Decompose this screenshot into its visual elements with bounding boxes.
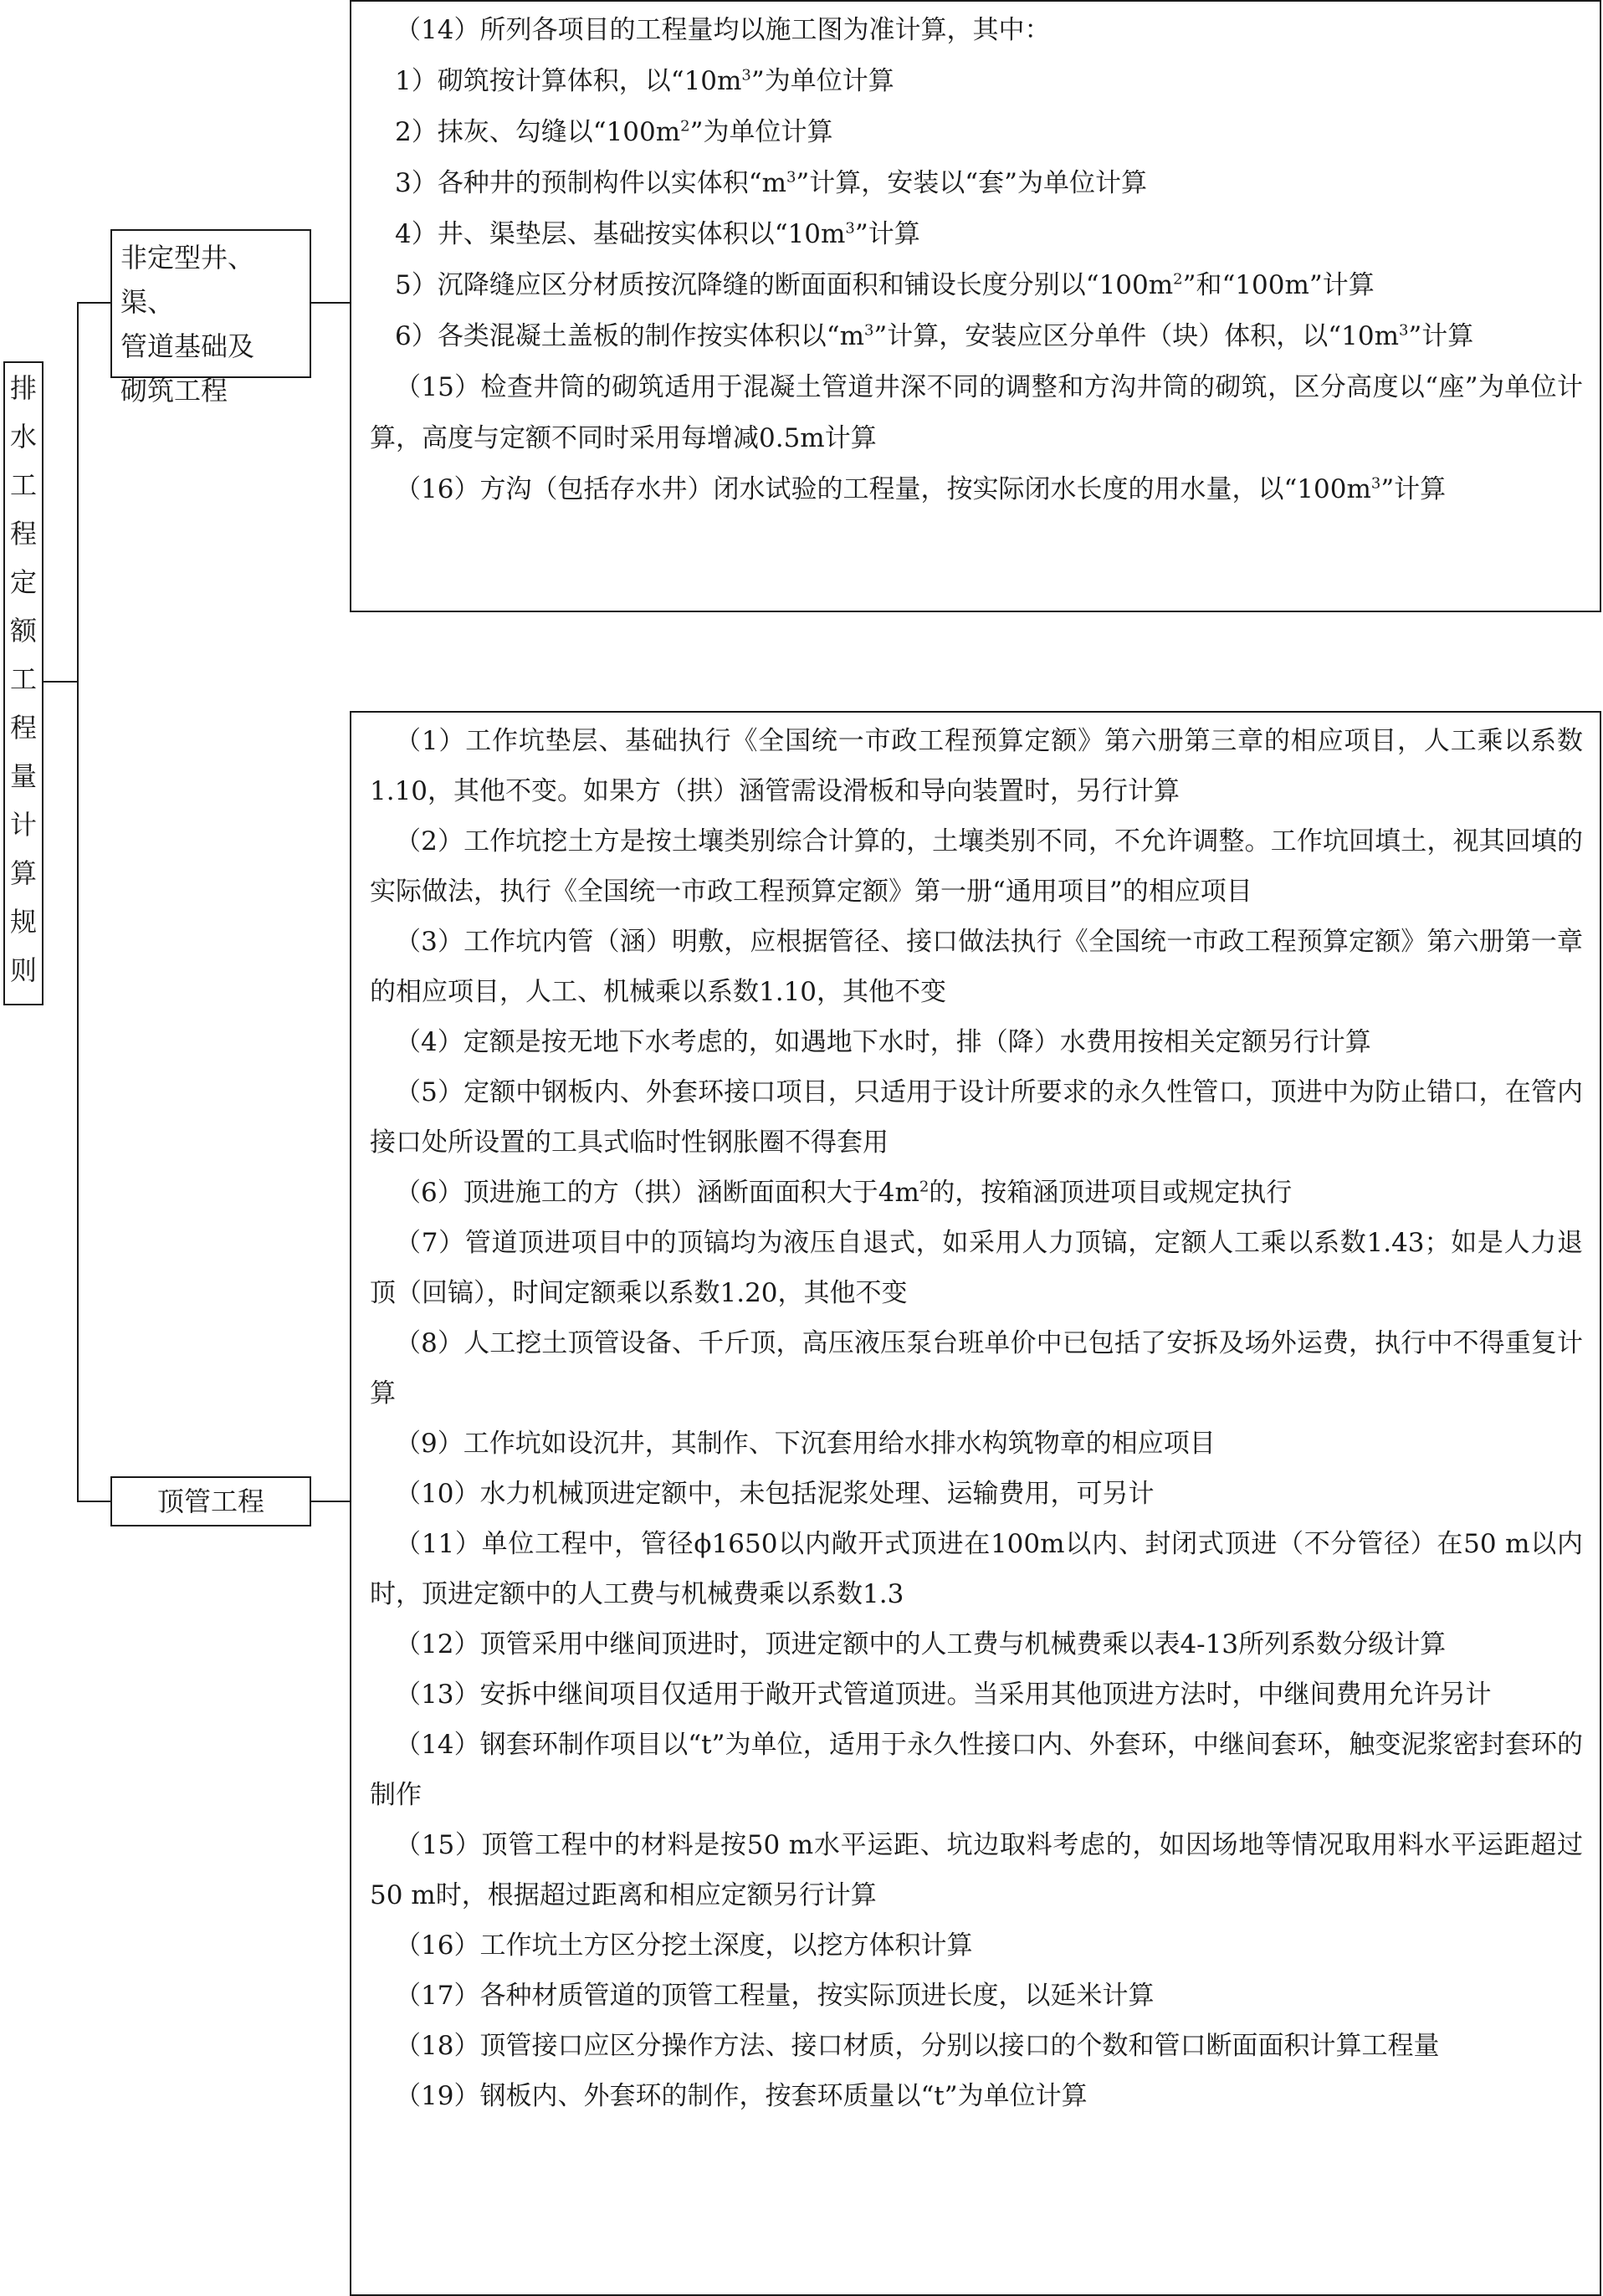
rule-item: 2）抹灰、勾缝以“$100m^2$”为单位计算 xyxy=(395,117,833,147)
rule-item: 1）砌筑按计算体积，以“$10m^3$”为单位计算 xyxy=(395,66,894,96)
rule-item: （14）钢套环制作项目以“t”为单位，适用于永久性接口内、外套环，中继间套环，触变泥浆密封套环的制作 xyxy=(370,1730,1583,1810)
category-box-nonstandard-wells xyxy=(110,229,311,407)
connector-to-category-2 xyxy=(77,1501,110,1502)
rule-item: （15）顶管工程中的材料是按50 m水平运距、坑边取料考虑的，如因场地等情况取用料水平运距超过50 m时，根据超过距离和相应定额另行计算 xyxy=(370,1830,1583,1910)
connector-category-2-to-panel xyxy=(311,1501,350,1502)
rule-item: （18）顶管接口应区分操作方法、接口材质，分别以接口的个数和管口断面面积计算工程量 xyxy=(395,2031,1440,2061)
rule-item: （5）定额中钢板内、外套环接口项目，只适用于设计所要求的永久性管口，顶进中为防止错口，在管内接口处所设置的工具式临时性钢胀圈不得套用 xyxy=(370,1077,1583,1158)
connector-category-1-to-panel xyxy=(311,302,350,304)
root-title-char: 量 xyxy=(9,760,37,792)
root-title-char: 则 xyxy=(9,954,37,986)
rule-item: （9）工作坑如设沉井，其制作、下沉套用给水排水构筑物章的相应项目 xyxy=(395,1429,1216,1459)
rule-item: 5）沉降缝应区分材质按沉降缝的断面面积和铺设长度分别以“$100m^2$”和“100m”计算 xyxy=(395,270,1375,300)
root-title-char: 计 xyxy=(9,809,37,841)
rule-item: （13）安拆中继间项目仅适用于敞开式管道顶进。当采用其他顶进方法时，中继间费用允许另计 xyxy=(395,1680,1492,1710)
rule-item: （12）顶管采用中继间顶进时，顶进定额中的人工费与机械费乘以表4-13所列系数分级计算 xyxy=(395,1629,1447,1659)
rule-item: （7）管道顶进项目中的顶镐均为液压自退式，如采用人力顶镐，定额人工乘以系数1.43；如是人力退顶（回镐），时间定额乘以系数1.20，其他不变 xyxy=(370,1228,1583,1308)
rule-item: （17）各种材质管道的顶管工程量，按实际顶进长度，以延米计算 xyxy=(395,1981,1155,2011)
rule-item: （19）钢板内、外套环的制作，按套环质量以“t”为单位计算 xyxy=(395,2081,1088,2111)
rule-item: （11）单位工程中，管径ϕ1650以内敞开式顶进在100m以内、封闭式顶进（不分管径）在50 m以内时，顶进定额中的人工费与机械费乘以系数1.3 xyxy=(370,1529,1583,1609)
connector-root-trunk xyxy=(44,681,79,683)
rule-item: （16）方沟（包括存水井）闭水试验的工程量，按实际闭水长度的用水量，以“$100m^3$”计算 xyxy=(395,474,1447,504)
category-label: 顶管工程 xyxy=(156,1485,264,1517)
root-title-box xyxy=(3,361,44,1005)
rule-item: （10）水力机械顶进定额中，未包括泥浆处理、运输费用，可另计 xyxy=(395,1479,1155,1509)
root-title-char: 额 xyxy=(9,615,37,647)
rule-item: （1）工作坑垫层、基础执行《全国统一市政工程预算定额》第六册第三章的相应项目，人工乘以系数1.10，其他不变。如果方（拱）涵管需设滑板和导向装置时，另行计算 xyxy=(370,726,1583,806)
category-label xyxy=(120,236,305,413)
root-title-char: 工 xyxy=(9,663,37,695)
connector-to-category-1 xyxy=(77,302,110,304)
rule-item: （2）工作坑挖土方是按土壤类别综合计算的，土壤类别不同，不允许调整。工作坑回填土，视其回填的实际做法，执行《全国统一市政工程预算定额》第一册“通用项目”的相应项目 xyxy=(370,826,1583,907)
root-title-char: 算 xyxy=(9,857,37,889)
root-title-char: 程 xyxy=(9,518,37,550)
root-title-char: 规 xyxy=(9,906,37,938)
rule-item: （4）定额是按无地下水考虑的，如遇地下水时，排（降）水费用按相关定额另行计算 xyxy=(395,1027,1371,1057)
root-title-char: 工 xyxy=(9,469,37,501)
rule-item: 3）各种井的预制构件以实体积“$m^3$”计算，安装以“套”为单位计算 xyxy=(395,168,1147,198)
rule-item: （14）所列各项目的工程量均以施工图为准计算，其中： xyxy=(395,15,1051,45)
rule-item: （8）人工挖土顶管设备、千斤顶，高压液压泵台班单价中已包括了安拆及场外运费，执行中不得重复计算 xyxy=(370,1328,1583,1409)
connector-vertical-trunk xyxy=(77,302,79,1501)
rule-item: （15）检查井筒的砌筑适用于混凝土管道井深不同的调整和方沟井筒的砌筑，区分高度以“座”为单位计算，高度与定额不同时采用每增减0.5m计算 xyxy=(370,372,1583,453)
rule-item: （3）工作坑内管（涵）明敷，应根据管径、接口做法执行《全国统一市政工程预算定额》第六册第一章的相应项目，人工、机械乘以系数1.10，其他不变 xyxy=(370,927,1583,1007)
root-title-char: 排 xyxy=(9,372,37,404)
rules-panel-nonstandard-wells xyxy=(350,0,1601,612)
category-box-pipe-jacking xyxy=(110,1476,311,1526)
rule-item: 6）各类混凝土盖板的制作按实体积以“$m^3$”计算，安装应区分单件（块）体积，以“$10m^3$”计算 xyxy=(395,321,1474,351)
rule-item: （16）工作坑土方区分挖土深度，以挖方体积计算 xyxy=(395,1930,973,1961)
category-label-line: 砌筑工程 xyxy=(120,375,228,407)
rule-item: 4）井、渠垫层、基础按实体积以“$10m^3$”计算 xyxy=(395,219,920,249)
root-title-char: 定 xyxy=(9,566,37,598)
category-label-line: 非定型井、渠、 xyxy=(120,242,255,318)
rule-item: （6）顶进施工的方（拱）涵断面面积大于$4m^2$的，按箱涵顶进项目或规定执行 xyxy=(395,1178,1293,1208)
category-label-line: 管道基础及 xyxy=(120,330,255,362)
rules-panel-pipe-jacking xyxy=(350,711,1601,2296)
root-title-char: 水 xyxy=(9,421,37,453)
root-title-char: 程 xyxy=(9,712,37,744)
